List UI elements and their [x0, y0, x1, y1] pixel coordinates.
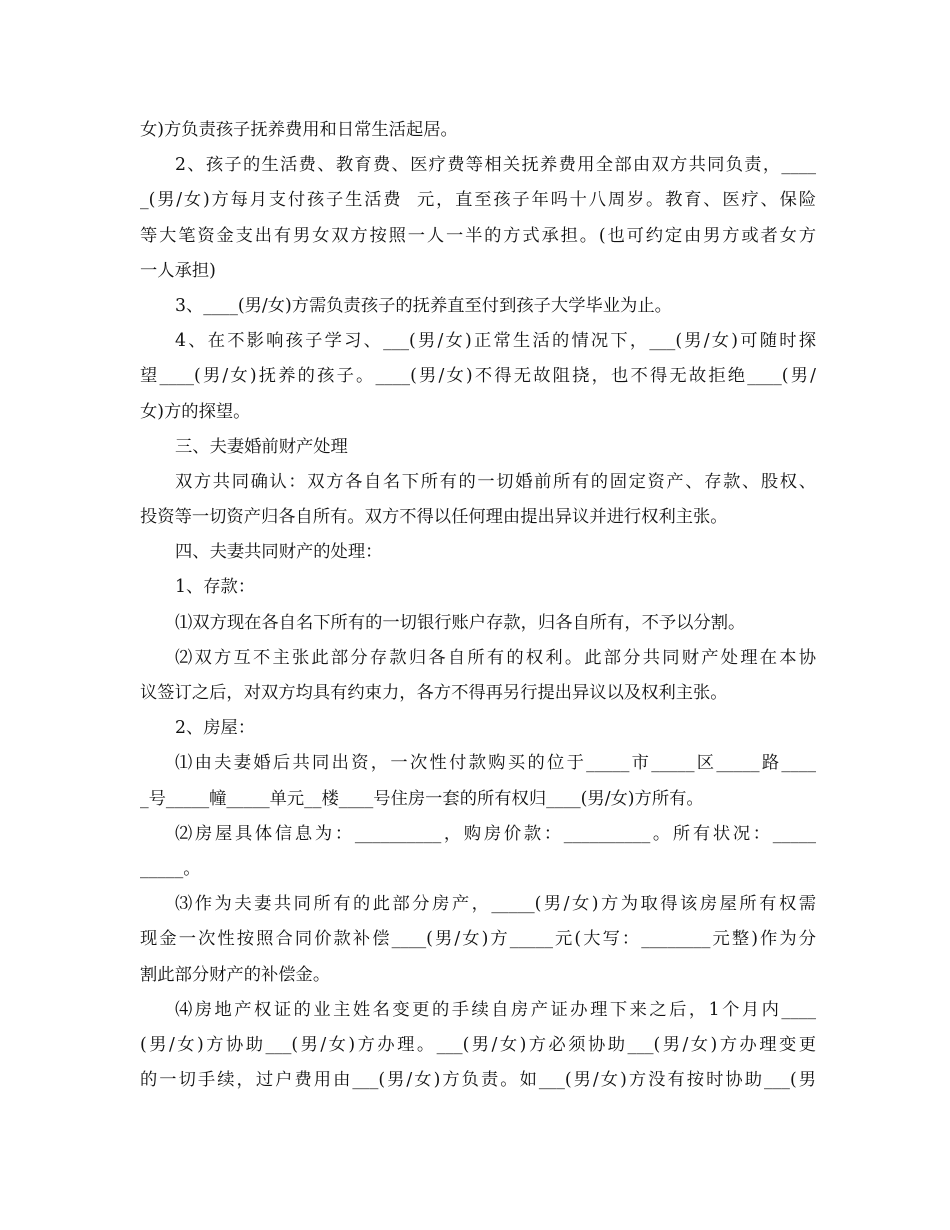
text-line: 女)方负责孩子抚养费用和日常生活起居。	[140, 120, 458, 140]
section-heading: 三、夫妻婚前财产处理	[175, 436, 348, 457]
text-line: 双方共同确认：双方各自名下所有的一切婚前所有的固定资产、存款、股权、	[175, 471, 816, 492]
text-line: 3、____(男/女)方需负责孩子的抚养直至付到孩子大学毕业为止。	[175, 295, 672, 316]
text-line: 望____(男/女)抚养的孩子。____(男/女)不得无故阻挠，也不得无故拒绝____(男/	[140, 366, 816, 387]
subsection-heading: 1、存款：	[175, 577, 256, 598]
section-heading: 四、夫妻共同财产的处理：	[175, 542, 383, 563]
text-line: ⑴双方现在各自名下所有的一切银行账户存款，归各自所有，不予以分割。	[175, 612, 746, 633]
text-line: 投资等一切资产归各自所有。双方不得以任何理由提出异议并进行权利主张。	[140, 507, 728, 528]
text-line: 议签订之后，对双方均具有约束力，各方不得再另行提出异议以及权利主张。	[140, 683, 728, 703]
text-line: (男/女)方协助___(男/女)方办理。___(男/女)方必须协助___(男/女)方办理变更	[140, 1034, 816, 1055]
subsection-heading: 2、房屋：	[175, 718, 256, 739]
text-line: 的一切手续，过户费用由___(男/女)方负责。如___(男/女)方没有按时协助___(男	[140, 1070, 816, 1091]
text-line: _____。	[140, 858, 201, 879]
text-line: _(男/女)方每月支付孩子生活费 元，直至孩子年吗十八周岁。教育、医疗、保险	[140, 190, 816, 211]
text-line: ⑷房地产权证的业主姓名变更的手续自房产证办理下来之后，1个月内____	[175, 999, 816, 1020]
text-line: 一人承担)	[140, 260, 216, 281]
text-line: 等大笔资金支出有男女双方按照一人一半的方式承担。(也可约定由男方或者女方	[140, 225, 816, 246]
text-line: 2、孩子的生活费、教育费、医疗费等相关抚养费用全部由双方共同负责，____	[175, 155, 816, 176]
text-line: ⑵双方互不主张此部分存款归各自所有的权利。此部分共同财产处理在本协	[175, 647, 816, 668]
text-line: ⑵房屋具体信息为：__________，购房价款：__________。所有状况：_____	[175, 823, 816, 844]
text-line: ⑶作为夫妻共同所有的此部分房产，_____(男/女)方为取得该房屋所有权需	[175, 894, 816, 915]
text-line: ⑴由夫妻婚后共同出资，一次性付款购买的位于_____市_____区_____路____	[175, 753, 816, 774]
text-line: 现金一次性按照合同价款补偿____(男/女)方_____元(大写：________元整)作为分	[140, 929, 816, 950]
text-line: _号_____幢_____单元__楼____号住房一套的所有权归____(男/女)方所有。	[140, 788, 704, 809]
text-line: 割此部分财产的补偿金。	[140, 964, 331, 985]
text-line: 4、在不影响孩子学习、___(男/女)正常生活的情况下，___(男/女)可随时探	[175, 331, 816, 352]
document-body	[140, 113, 816, 1098]
text-line: 女)方的探望。	[140, 401, 251, 422]
